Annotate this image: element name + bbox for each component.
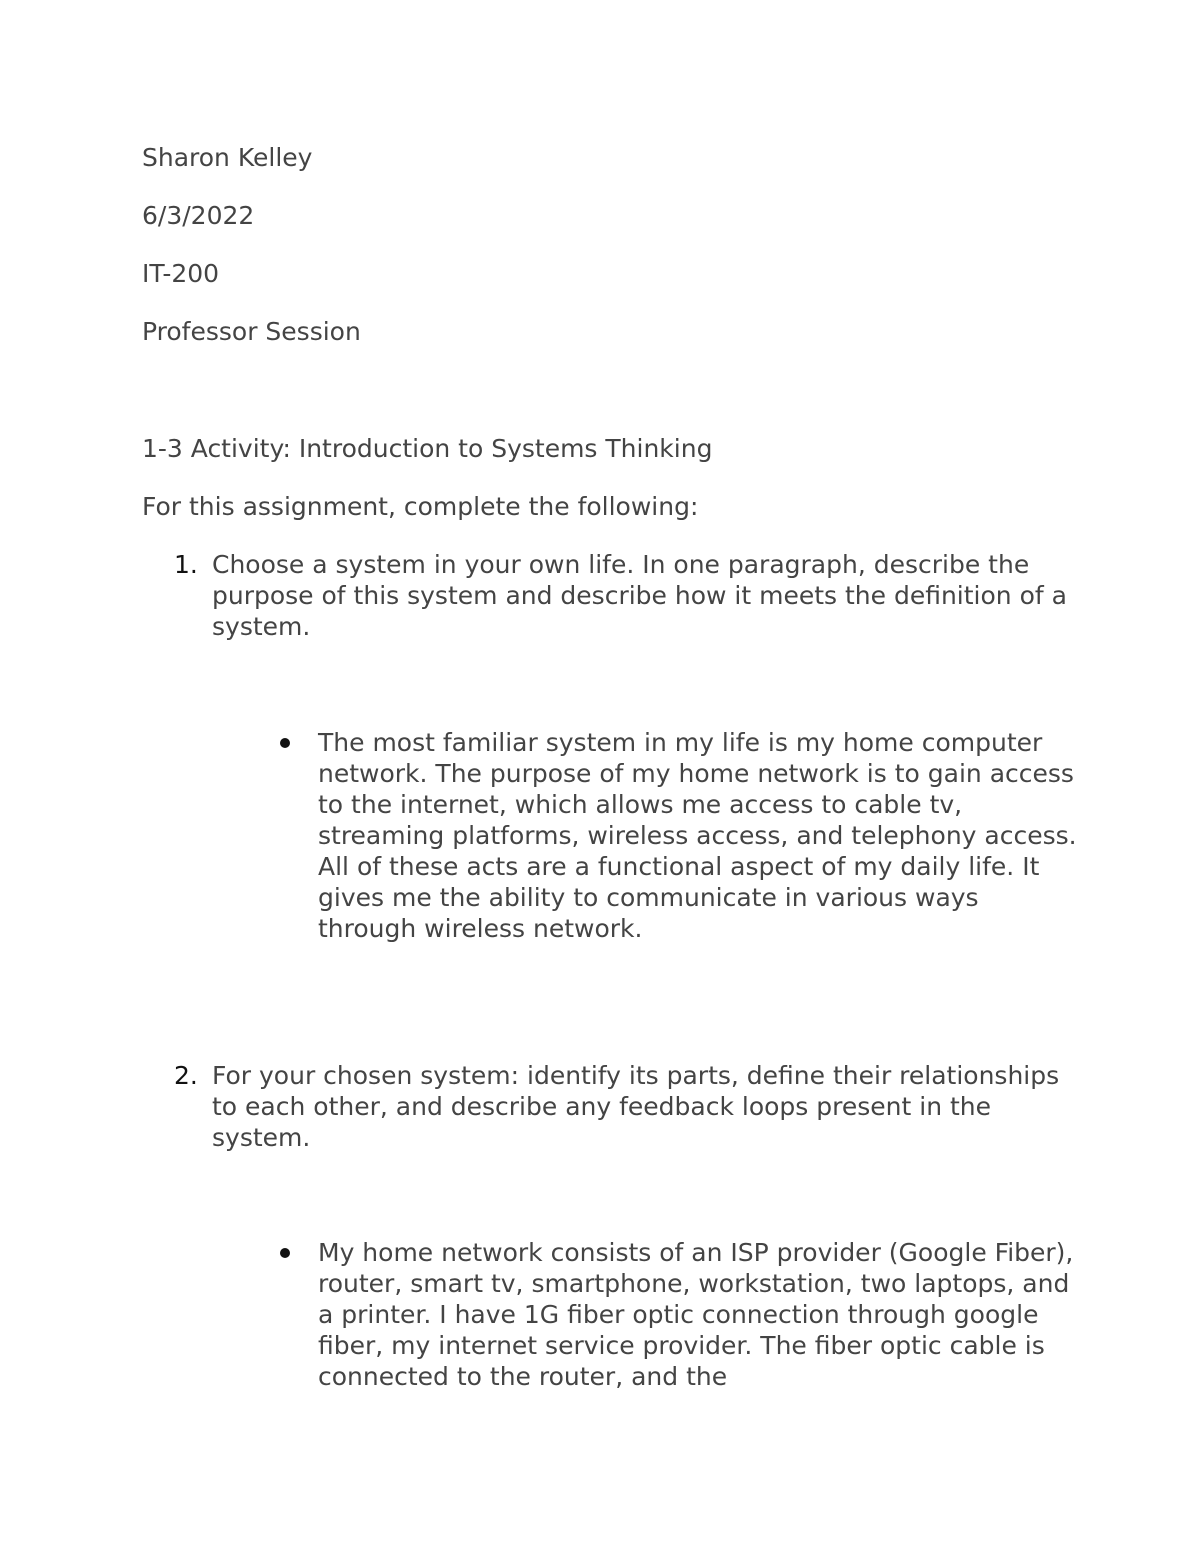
professor-name: Professor Session [142, 317, 361, 346]
answer-text: My home network consists of an ISP provider (Google Fiber), router, smart tv, smartphone, workstation, two laptops, and a printer. I have 1G fiber optic connection through google fiber, my internet service provider. The fiber optic cable is connected to the router, and the [318, 1238, 1074, 1391]
item-prompt: Choose a system in your own life. In one paragraph, describe the purpose of this system and describe how it meets the definition of a system. [212, 550, 1067, 641]
item-prompt: For your chosen system: identify its parts, define their relationships to each other, and describe any feedback loops present in the system. [212, 1061, 1060, 1152]
bullet-icon [280, 1248, 290, 1258]
assignment-intro: For this assignment, complete the following: [142, 492, 699, 521]
answer-text: The most familiar system in my life is my home computer network. The purpose of my home network is to gain access to the internet, which allows me access to cable tv, streaming platforms, wireless access, and telephony access. All of these acts are a functional aspect of my daily life. It gives me the ability to communicate in various ways through wireless network. [318, 728, 1077, 943]
course-code: IT-200 [142, 259, 220, 288]
item-number: 2. [174, 1061, 198, 1090]
submission-date: 6/3/2022 [142, 201, 255, 230]
student-name: Sharon Kelley [142, 143, 313, 172]
item-number: 1. [174, 550, 198, 579]
assignment-title: 1-3 Activity: Introduction to Systems Thinking [142, 434, 713, 463]
bullet-icon [280, 738, 290, 748]
